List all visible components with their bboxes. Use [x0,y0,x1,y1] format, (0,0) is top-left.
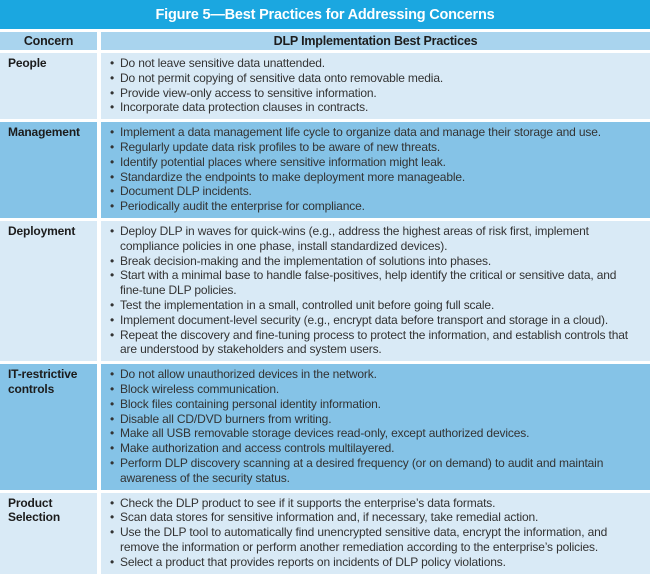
practices-cell [101,122,650,218]
practice-item: • Deploy DLP in waves for quick-wins (e.g., address the highest areas of risk first, implement compliance policies in one phase, install standardized devices). [109,224,642,254]
practice-item: • Provide view-only access to sensitive information. [109,86,642,101]
concern-label: IT-restrictive controls [0,364,97,489]
practice-item: • Implement document-level security (e.g., encrypt data before transport and storage in a cloud). [109,313,642,328]
table-row [0,493,650,574]
practice-item: • Repeat the discovery and fine-tuning process to protect the information, and establish controls that are understood by stakeholders and system users. [109,328,642,358]
practice-item: • Scan data stores for sensitive information and, if necessary, take remedial action. [109,510,642,525]
practices-cell [101,53,650,119]
practice-item: • Select a product that provides reports on incidents of DLP policy violations. [109,555,642,570]
practice-item: • Block files containing personal identity information. [109,397,642,412]
practice-item: • Do not leave sensitive data unattended. [109,56,642,71]
concern-label: Management [0,122,97,218]
practice-list [109,56,642,115]
table-body [0,53,650,574]
practice-item: • Test the implementation in a small, controlled unit before going full scale. [109,298,642,313]
table-row [0,221,650,361]
practice-list [109,125,642,214]
practice-item: • Break decision-making and the implementation of solutions into phases. [109,254,642,269]
practice-item: • Block wireless communication. [109,382,642,397]
table-row [0,53,650,119]
figure-title: Figure 5—Best Practices for Addressing Concerns [0,0,650,29]
practice-item: • Make all USB removable storage devices read-only, except authorized devices. [109,426,642,441]
practice-list [109,224,642,357]
column-header-practices: DLP Implementation Best Practices [101,32,650,50]
practice-item: • Do not allow unauthorized devices in the network. [109,367,642,382]
practice-item: • Incorporate data protection clauses in contracts. [109,100,642,115]
concern-label: People [0,53,97,119]
practices-cell [101,221,650,361]
practices-cell [101,364,650,489]
concern-label: Product Selection [0,493,97,574]
practice-item: • Do not permit copying of sensitive data onto removable media. [109,71,642,86]
practice-item: • Identify potential places where sensitive information might leak. [109,155,642,170]
practice-item: • Use the DLP tool to automatically find unencrypted sensitive data, encrypt the information, and remove the information or perform another remediation according to the enterprise’s policies. [109,525,642,555]
practice-item: • Start with a minimal base to handle false-positives, help identify the critical or sensitive data, and fine-tune DLP policies. [109,268,642,298]
table-header-row [0,32,650,50]
practice-item: • Regularly update data risk profiles to be aware of new threats. [109,140,642,155]
practice-item: • Perform DLP discovery scanning at a desired frequency (or on demand) to audit and maintain awareness of the security status. [109,456,642,486]
practice-item: • Periodically audit the enterprise for compliance. [109,199,642,214]
practice-item: • Disable all CD/DVD burners from writing. [109,412,642,427]
practice-item: • Implement a data management life cycle to organize data and manage their storage and use. [109,125,642,140]
practices-cell [101,493,650,574]
table-row [0,122,650,218]
column-header-concern: Concern [0,32,97,50]
practice-item: • Check the DLP product to see if it supports the enterprise’s data formats. [109,496,642,511]
concern-label: Deployment [0,221,97,361]
practice-item: • Document DLP incidents. [109,184,642,199]
practice-list [109,367,642,485]
practice-list [109,496,642,570]
practice-item: • Standardize the endpoints to make deployment more manageable. [109,170,642,185]
table-row [0,364,650,489]
practice-item: • Make authorization and access controls multilayered. [109,441,642,456]
